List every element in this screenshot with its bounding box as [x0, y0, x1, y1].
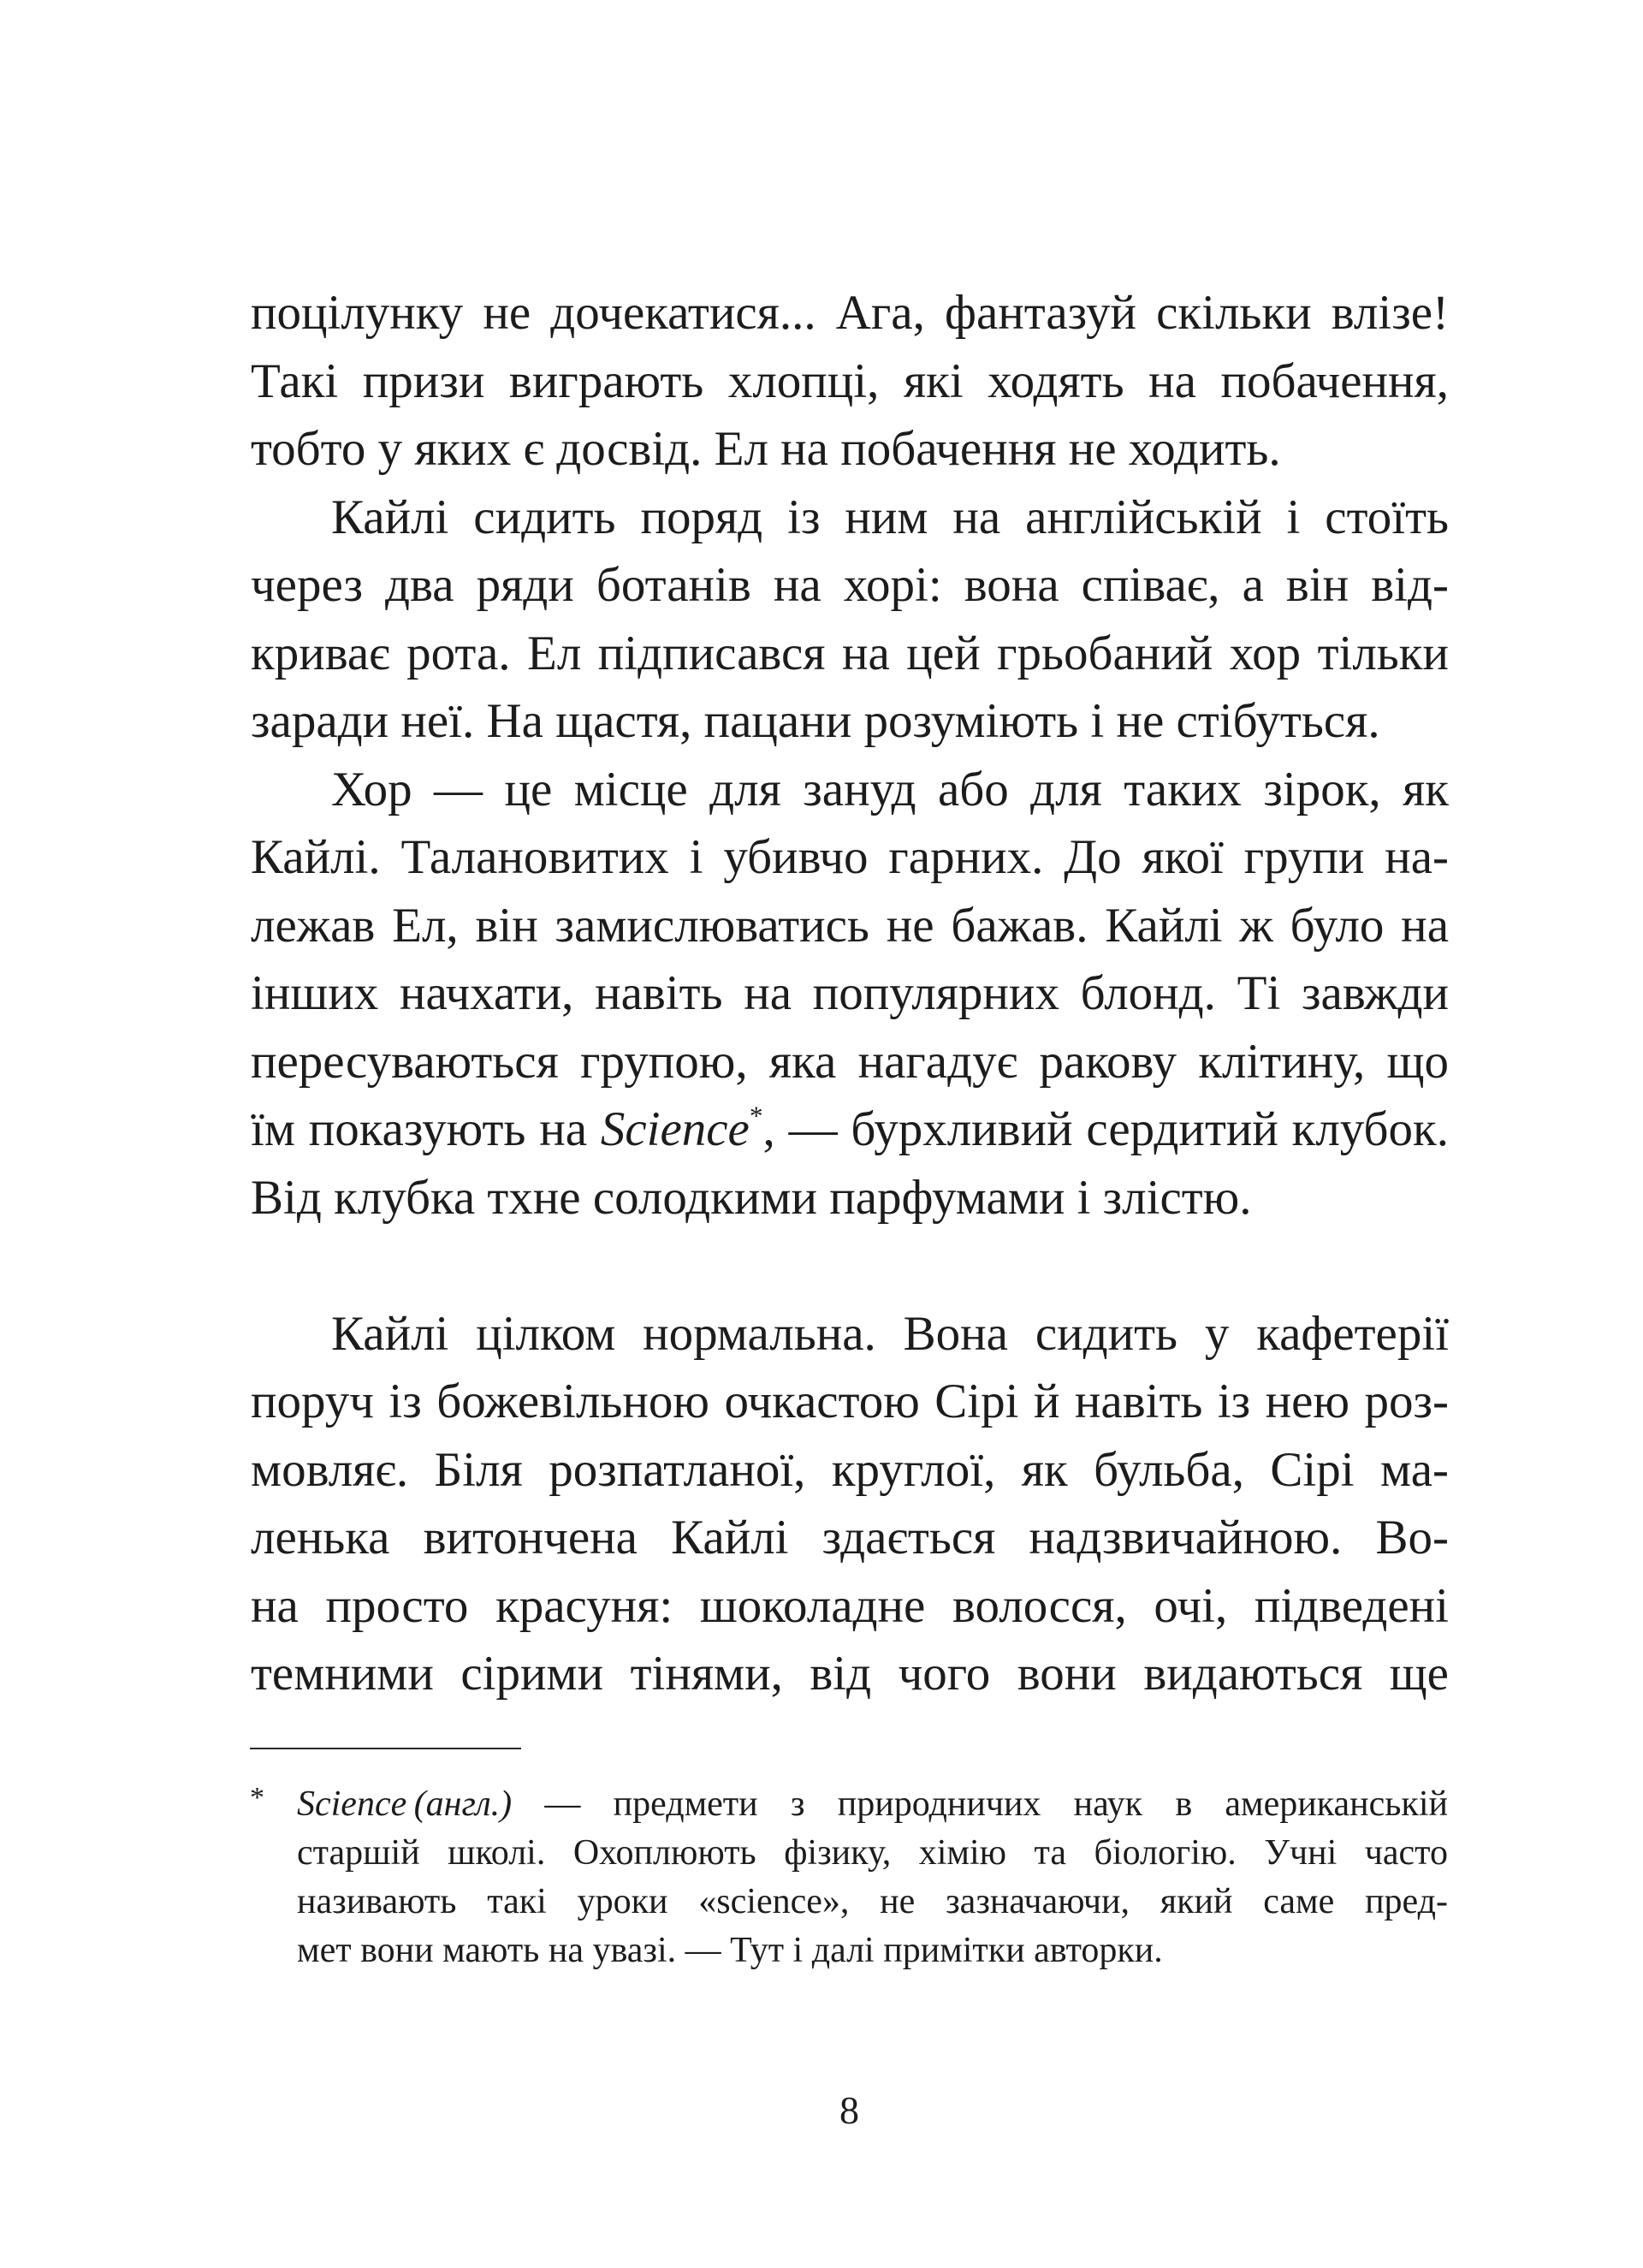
text-line: Кайлі. Талановитих і убивчо гарних. До якої групи на-	[251, 830, 1449, 884]
text-line: пересуваються групою, яка нагадує ракову клітину, що	[251, 1034, 1449, 1089]
text-line: Кайлі сидить поряд із ним на англійській і стоїть	[331, 490, 1449, 544]
paragraph-2	[251, 484, 1449, 756]
text-line: поцілунку не дочекатися... Ага, фантазуй скільки влізе!	[251, 286, 1449, 340]
footnote-text: — предмети з природничих наук в американській	[512, 1784, 1448, 1824]
text-line-with-footnote-ref	[251, 1095, 1449, 1164]
text-segment: їм показують на	[251, 1102, 601, 1156]
footnote-term: Science	[297, 1784, 407, 1824]
footnote-line: старшій школі. Охоплюють фізику, хімію та біологію. Учні часто	[297, 1833, 1448, 1873]
text-line: інших начхати, навіть на популярних блонд. Ті завжди	[251, 966, 1449, 1020]
page-number: 8	[839, 2088, 859, 2132]
main-text	[251, 279, 1449, 1708]
text-line: лежав Ел, він замислюватись не бажав. Кайлі ж було на	[251, 898, 1449, 953]
footnote-line	[297, 1780, 1448, 1829]
paragraph-3	[251, 756, 1449, 1232]
text-line: темними сірими тінями, від чого вони видаються ще	[251, 1647, 1449, 1701]
text-line: поруч із божевільною очкастою Сірі й навіть із нею роз-	[251, 1374, 1449, 1428]
footnote	[250, 1780, 1448, 1975]
footnote-term-note: (англ.)	[413, 1784, 513, 1824]
footnote-asterisk: *	[250, 1782, 264, 1814]
text-line: Кайлі цілком нормальна. Вона сидить у кафетерії	[331, 1306, 1449, 1361]
text-line: Від клубка тхне солодкими парфумами і злістю.	[251, 1170, 1252, 1225]
footnote-body	[297, 1780, 1448, 1975]
footnote-line: називають такі уроки «science», не зазначаючи, який саме пред-	[297, 1882, 1448, 1921]
section-break	[251, 1232, 1449, 1300]
text-line: криває рота. Ел підписався на цей грьобаний хор тільки	[251, 626, 1449, 680]
paragraph-4	[251, 1300, 1449, 1708]
italic-term: Science	[600, 1102, 750, 1156]
footnote-reference[interactable]: *	[749, 1101, 763, 1131]
text-line: заради неї. На щастя, пацани розуміють і не стібуться.	[251, 694, 1380, 748]
text-line: мовляє. Біля розпатланої, круглої, як бульба, Сірі ма-	[251, 1442, 1449, 1497]
text-line: Такі призи виграють хлопці, які ходять на побачення,	[251, 353, 1449, 408]
text-line: через два ряди ботанів на хорі: вона співає, а він від-	[251, 558, 1449, 612]
text-line: тобто у яких є досвід. Ел на побачення не ходить.	[251, 422, 1281, 476]
text-segment: , — бурхливий сердитий клубок.	[762, 1102, 1449, 1156]
footnote-divider	[250, 1748, 521, 1749]
text-line: на просто красуня: шоколадне волосся, очі, підведені	[251, 1578, 1449, 1633]
footnote-line: мет вони мають на увазі. — Тут і далі примітки авторки.	[297, 1931, 1163, 1970]
text-line: ленька витончена Кайлі здається надзвичайною. Во-	[251, 1511, 1449, 1564]
text-line: Хор — це місце для зануд або для таких зірок, як	[331, 762, 1449, 816]
paragraph-1	[251, 279, 1449, 484]
